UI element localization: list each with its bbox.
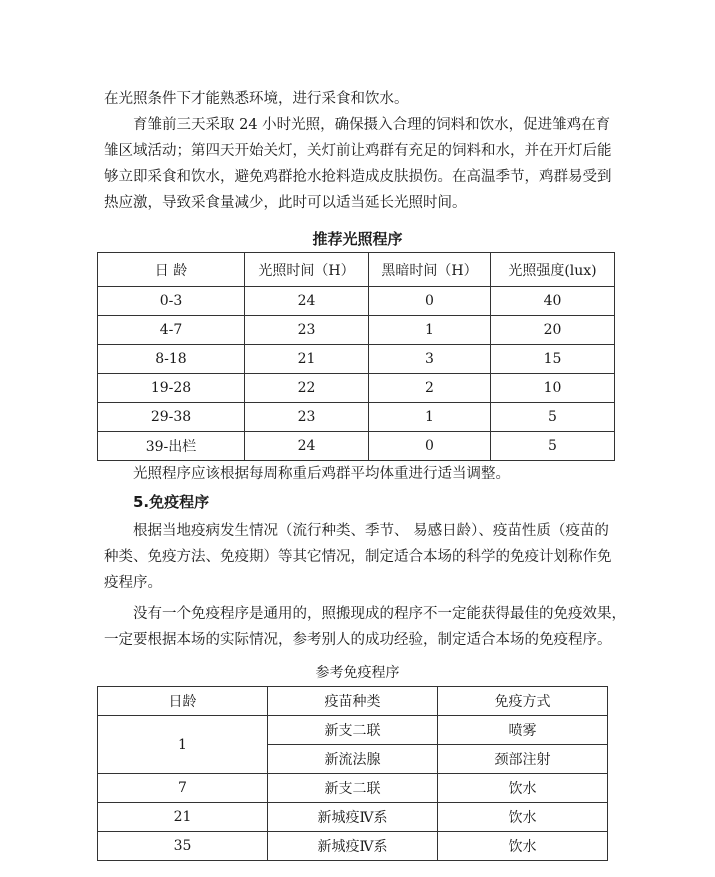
table-cell: 1	[369, 403, 491, 432]
lighting-program-table	[97, 252, 615, 461]
lighting-paragraph	[104, 112, 614, 216]
table-cell: 新支二联	[268, 716, 438, 745]
header-cell: 日龄	[98, 687, 268, 716]
table-cell: 29-38	[98, 403, 245, 432]
table-row	[98, 832, 608, 861]
immune-paragraph-2	[104, 601, 626, 653]
table-cell: 21	[98, 803, 268, 832]
table-cell: 新城疫Ⅳ系	[268, 803, 438, 832]
table-cell: 19-28	[98, 374, 245, 403]
light-table-title: 推荐光照程序	[312, 230, 403, 248]
table-row	[98, 716, 608, 745]
text-line: 没有一个免疫程序是通用的，照搬现成的程序不一定能获得最佳的免疫效果，	[133, 606, 626, 622]
table-row	[98, 374, 615, 403]
table-row	[98, 803, 608, 832]
vaccine-table-title: 参考免疫程序	[315, 665, 400, 681]
text-line: 育雏前三天采取 24 小时光照，确保摄入合理的饲料和饮水，促进雏鸡在育	[133, 117, 611, 133]
table-row	[98, 403, 615, 432]
immune-paragraph-1	[104, 518, 614, 596]
text-line: 疫程序。	[104, 575, 162, 591]
table-cell: 8-18	[98, 345, 245, 374]
table-cell: 新支二联	[268, 774, 438, 803]
table-cell: 5	[491, 403, 615, 432]
table-cell: 40	[491, 287, 615, 316]
table-cell: 35	[98, 832, 268, 861]
table-cell: 2	[369, 374, 491, 403]
table-cell: 15	[491, 345, 615, 374]
header-cell: 免疫方式	[438, 687, 608, 716]
text-line: 种类、免疫方法、免疫期）等其它情况，制定适合本场的科学的免疫计划称作免	[104, 549, 612, 565]
text-line: 在光照条件下才能熟悉环境，进行采食和饮水。	[104, 91, 409, 107]
table-cell: 22	[245, 374, 369, 403]
table-row	[98, 345, 615, 374]
table-row	[98, 774, 608, 803]
header-cell: 光照时间（H）	[245, 253, 369, 287]
text-line: 光照程序应该根据每周称重后鸡群平均体重进行适当调整。	[133, 466, 510, 482]
text-line: 够立即采食和饮水，避免鸡群抢水抢料造成皮肤损伤。在高温季节，鸡群易受到	[104, 169, 612, 185]
light-note	[133, 461, 643, 487]
table-cell: 饮水	[438, 803, 608, 832]
table-cell: 10	[491, 374, 615, 403]
table-cell: 1	[98, 716, 268, 774]
table-cell: 20	[491, 316, 615, 345]
header-cell: 光照强度(lux)	[491, 253, 615, 287]
table-cell: 饮水	[438, 774, 608, 803]
table-cell: 24	[245, 287, 369, 316]
table-cell: 0	[369, 287, 491, 316]
header-cell: 黑暗时间（H）	[369, 253, 491, 287]
intro-paragraph	[104, 86, 614, 112]
table-cell: 喷雾	[438, 716, 608, 745]
table-header-row	[98, 687, 608, 716]
table-cell: 新城疫Ⅳ系	[268, 832, 438, 861]
section-heading: 5.免疫程序	[133, 493, 210, 511]
header-cell: 疫苗种类	[268, 687, 438, 716]
text-line: 雏区域活动；第四天开始关灯，关灯前让鸡群有充足的饲料和水，并在开灯后能	[104, 143, 612, 159]
table-header-row	[98, 253, 615, 287]
table-cell: 1	[369, 316, 491, 345]
table-cell: 3	[369, 345, 491, 374]
table-cell: 4-7	[98, 316, 245, 345]
table-cell: 颈部注射	[438, 745, 608, 774]
table-cell: 0	[369, 432, 491, 461]
table-cell: 23	[245, 316, 369, 345]
table-cell: 24	[245, 432, 369, 461]
table-cell: 39-出栏	[98, 432, 245, 461]
table-row	[98, 316, 615, 345]
text-line: 热应激，导致采食量减少，此时可以适当延长光照时间。	[104, 195, 467, 211]
table-cell: 5	[491, 432, 615, 461]
table-cell: 23	[245, 403, 369, 432]
header-cell: 日 龄	[98, 253, 245, 287]
table-cell: 7	[98, 774, 268, 803]
vaccination-program-table	[97, 686, 608, 861]
text-line: 一定要根据本场的实际情况，参考别人的成功经验，制定适合本场的免疫程序。	[104, 632, 612, 648]
table-cell: 0-3	[98, 287, 245, 316]
table-cell: 饮水	[438, 832, 608, 861]
table-row	[98, 287, 615, 316]
table-cell: 21	[245, 345, 369, 374]
table-cell: 新流法腺	[268, 745, 438, 774]
table-row	[98, 432, 615, 461]
text-line: 根据当地疫病发生情况（流行种类、季节、 易感日龄）、疫苗性质（疫苗的	[133, 523, 609, 539]
